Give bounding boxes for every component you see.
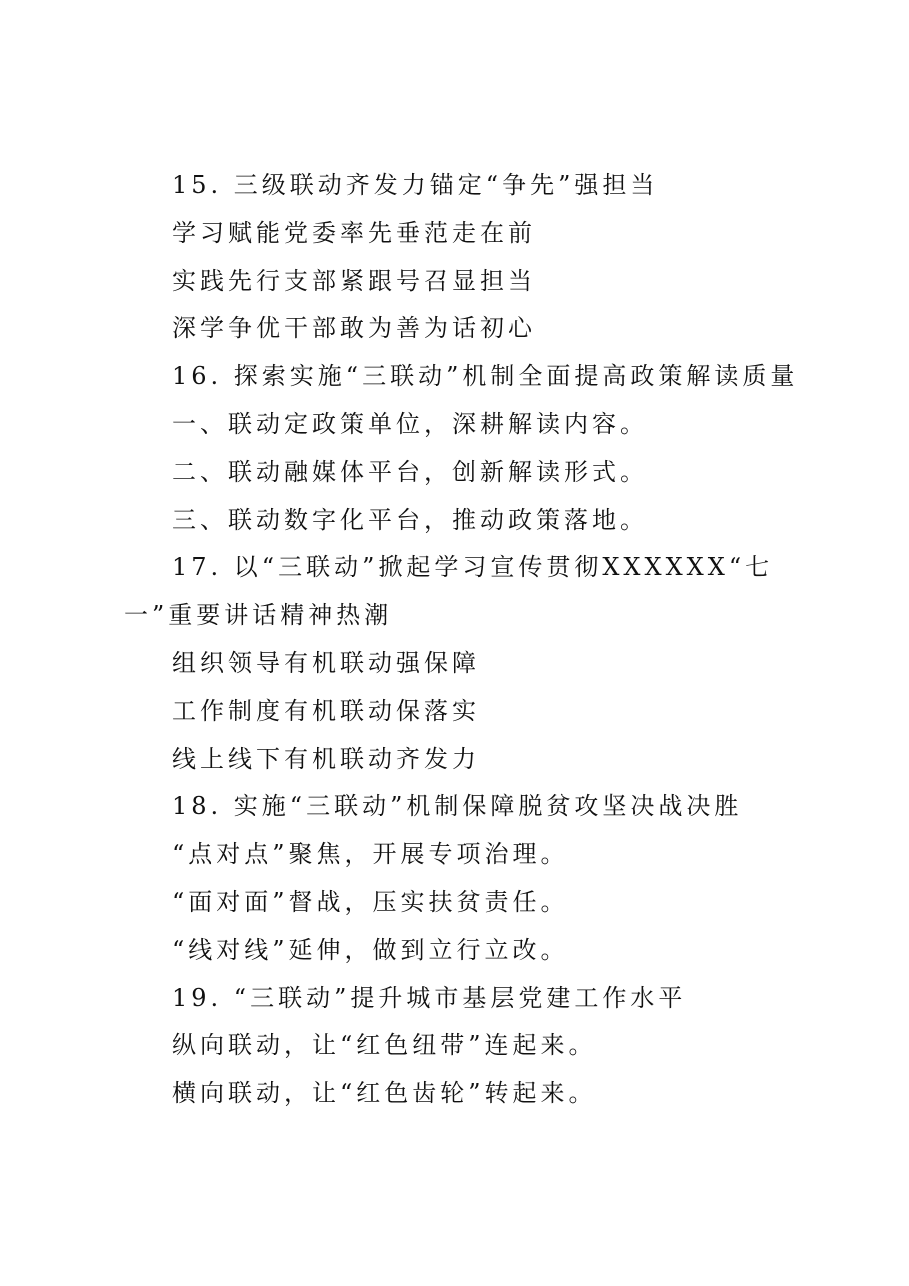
list-item: 组织领导有机联动强保障 (172, 648, 480, 677)
list-item: 一、联动定政策单位，深耕解读内容。 (172, 409, 648, 438)
list-item: 工作制度有机联动保落实 (172, 696, 480, 725)
list-item: 线上线下有机联动齐发力 (172, 744, 480, 773)
heading-15: 15. 三级联动齐发力锚定“争先”强担当 (172, 171, 659, 199)
list-item: 学习赋能党委率先垂范走在前 (172, 218, 536, 247)
list-item: 二、联动融媒体平台，创新解读形式。 (172, 457, 648, 486)
list-item: “线对线”延伸，做到立行立改。 (172, 935, 569, 964)
list-item: “面对面”督战，压实扶贫责任。 (172, 887, 569, 916)
heading-16: 16. 探索实施“三联动”机制全面提高政策解读质量 (172, 362, 799, 391)
heading-19: 19. “三联动”提升城市基层党建工作水平 (172, 983, 687, 1012)
list-item: 纵向联动，让“红色纽带”连起来。 (172, 1031, 597, 1060)
list-item: 深学争优干部敢为善为话初心 (172, 314, 536, 343)
heading-17: 17. 以“三联动”掀起学习宣传贯彻XXXXXX“七一”重要讲话精神热潮 (124, 553, 774, 630)
list-item: 实践先行支部紧跟号召显担当 (172, 266, 536, 295)
list-item: “点对点”聚焦，开展专项治理。 (172, 840, 569, 869)
list-item: 横向联动，让“红色齿轮”转起来。 (172, 1079, 597, 1108)
document-body (124, 162, 814, 1118)
list-item: 三、联动数字化平台，推动政策落地。 (172, 505, 648, 534)
heading-18: 18. 实施“三联动”机制保障脱贫攻坚决战决胜 (172, 792, 743, 821)
